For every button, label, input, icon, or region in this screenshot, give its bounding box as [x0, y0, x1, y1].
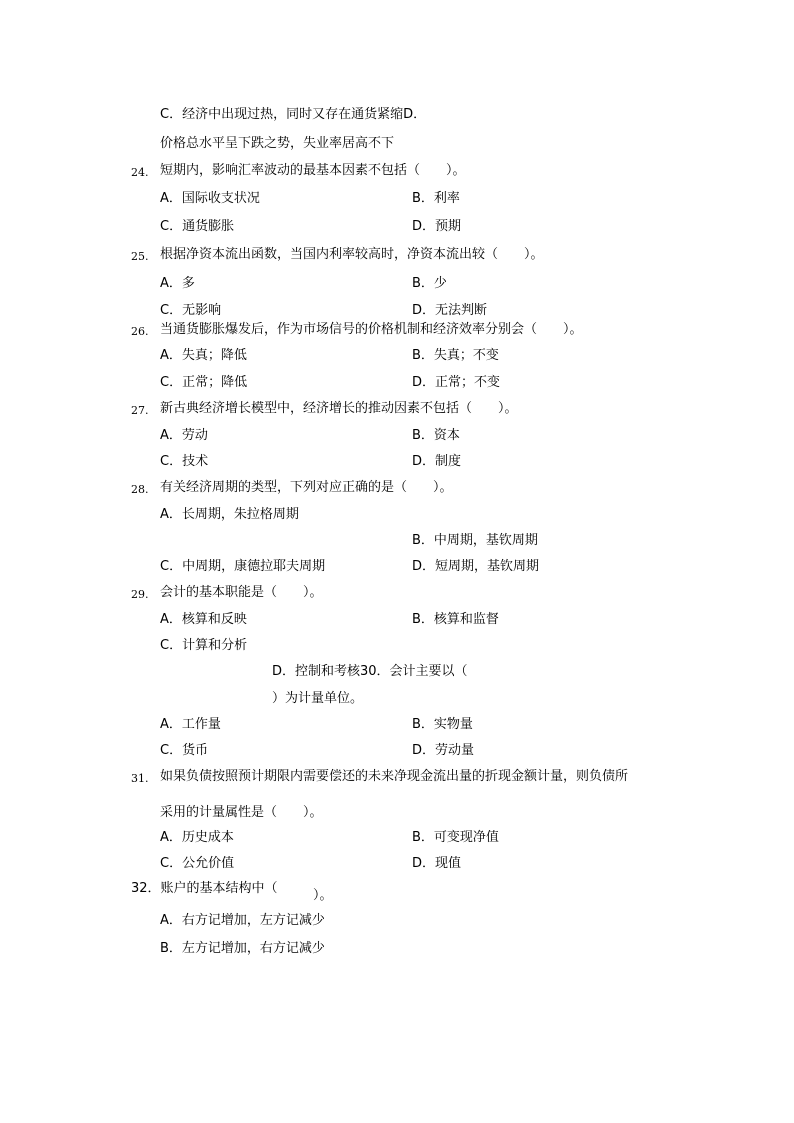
option-a: A．历史成本 — [160, 830, 234, 845]
option-d: D．预期 — [412, 219, 462, 234]
question-number: 24. — [131, 166, 149, 179]
question-text: 短期内，影响汇率波动的最基本因素不包括（ ）。 — [160, 163, 466, 178]
option-d: D．现值 — [412, 856, 462, 871]
option-text: C．经济中出现过热，同时又存在通货紧缩D． — [160, 107, 427, 122]
option-b: B．利率 — [412, 191, 460, 206]
question-number: 29. — [131, 588, 149, 601]
option-a: A．右方记增加，左方记减少 — [160, 913, 325, 928]
option-a: A．国际收支状况 — [160, 191, 260, 206]
option-c: C．中周期，康德拉耶夫周期 — [160, 559, 326, 574]
option-b: B．核算和监督 — [412, 612, 499, 627]
option-b: B．失真；不变 — [412, 348, 499, 363]
option-b: B．实物量 — [412, 717, 473, 732]
option-c: C．正常；降低 — [160, 375, 248, 390]
question-text: 当通货膨胀爆发后，作为市场信号的价格机制和经济效率分别会（ ）。 — [160, 322, 583, 337]
question-number: 28. — [131, 483, 149, 496]
option-d: D．无法判断 — [412, 303, 488, 318]
question-text: 32．账户的基本结构中（ — [131, 881, 278, 896]
option-d: D．正常；不变 — [412, 375, 501, 390]
question-text: 会计的基本职能是（ ）。 — [160, 585, 323, 600]
option-a: A．长周期，朱拉格周期 — [160, 507, 299, 522]
option-d: D．劳动量 — [412, 743, 475, 758]
option-a: A．劳动 — [160, 428, 208, 443]
question-number: 25. — [131, 250, 149, 263]
question-text: 有关经济周期的类型，下列对应正确的是（ ）。 — [160, 480, 453, 495]
option-c: C．技术 — [160, 454, 209, 469]
question-number: 31. — [131, 772, 149, 785]
option-d: D．制度 — [412, 454, 462, 469]
option-a: A．核算和反映 — [160, 612, 247, 627]
question-text: 采用的计量属性是（ ）。 — [160, 805, 323, 820]
option-d: D．短周期，基钦周期 — [412, 559, 540, 574]
option-c: C．通货膨胀 — [160, 219, 235, 234]
option-b: B．少 — [412, 276, 447, 291]
question-text: ）为计量单位。 — [272, 691, 364, 706]
option-c: C．公允价值 — [160, 856, 235, 871]
option-d: D．控制和考核30．会计主要以（ — [272, 664, 468, 679]
option-b: B．可变现净值 — [412, 830, 499, 845]
option-b: B．中周期，基钦周期 — [412, 533, 538, 548]
option-c: C．计算和分析 — [160, 638, 248, 653]
option-b: B．资本 — [412, 428, 460, 443]
question-text: 如果负债按照预计期限内需要偿还的未来净现金流出量的折现金额计量，则负债所 — [160, 769, 629, 784]
question-number: 26. — [131, 325, 149, 338]
question-number: 27. — [131, 404, 149, 417]
question-text: 新古典经济增长模型中，经济增长的推动因素不包括（ ）。 — [160, 401, 518, 416]
question-text: ）。 — [313, 888, 333, 903]
option-text: 价格总水平呈下跌之势，失业率居高不下 — [160, 136, 395, 151]
question-text: 根据净资本流出函数，当国内利率较高时，净资本流出较（ ）。 — [160, 247, 544, 262]
option-c: C．货币 — [160, 743, 209, 758]
option-a: A．多 — [160, 276, 195, 291]
option-a: A．失真；降低 — [160, 348, 247, 363]
option-b: B．左方记增加，右方记减少 — [160, 941, 325, 956]
option-a: A．工作量 — [160, 717, 221, 732]
option-c: C．无影响 — [160, 303, 222, 318]
